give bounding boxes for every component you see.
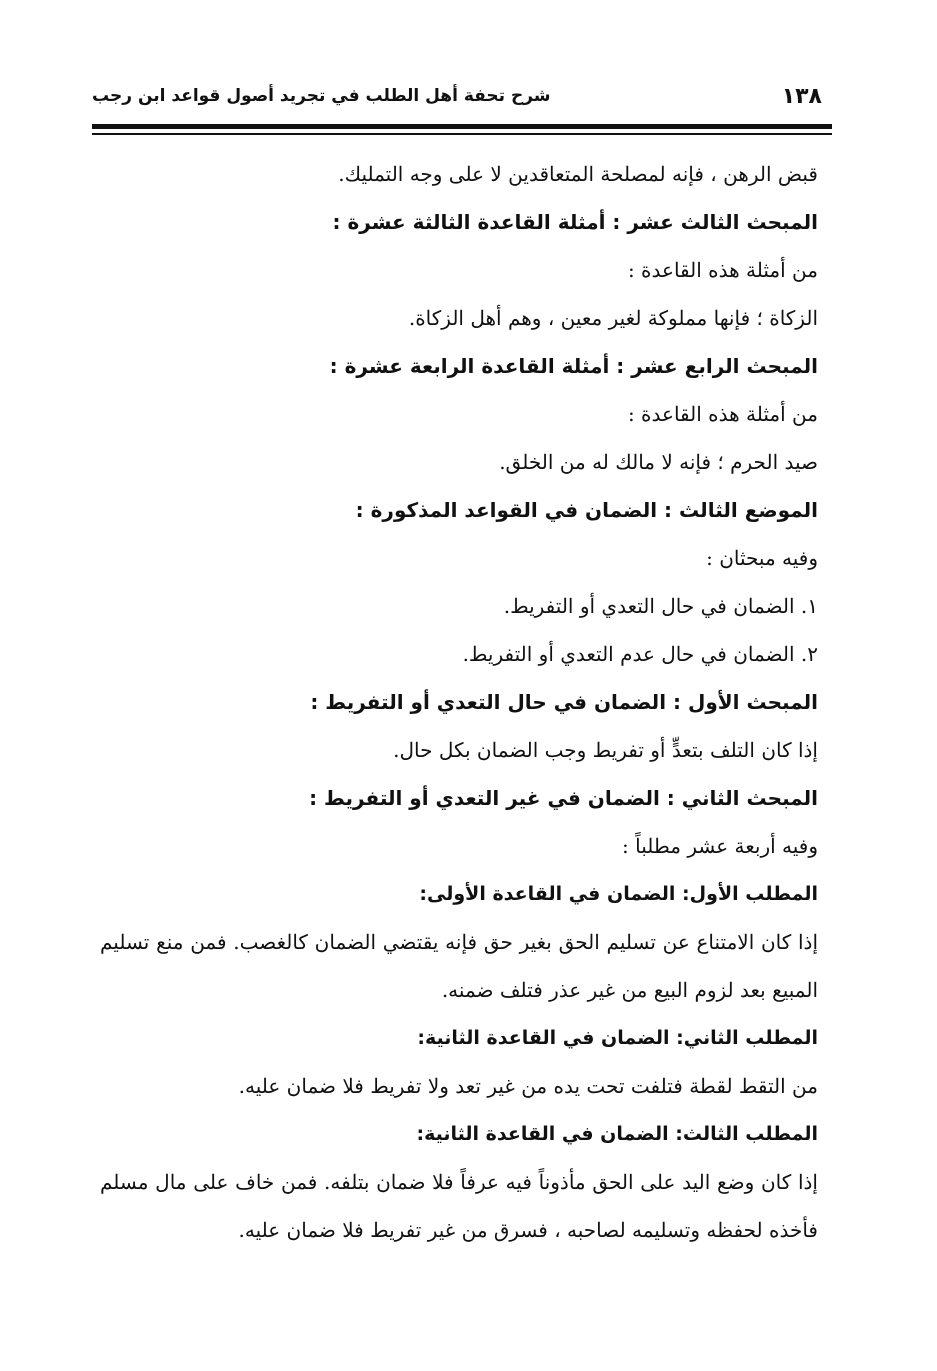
list-item: ١. الضمان في حال التعدي أو التفريط. xyxy=(503,594,818,618)
section-heading: المبحث الثاني : الضمان في غير التعدي أو التفريط : xyxy=(309,786,818,810)
header-rule-thin xyxy=(92,133,832,135)
body-line: إذا كان التلف بتعدٍّ أو تفريط وجب الضمان بكل حال. xyxy=(393,738,818,762)
body-line: من التقط لقطة فتلفت تحت يده من غير تعد ولا تفريط فلا ضمان عليه. xyxy=(238,1074,818,1098)
running-title: شرح تحفة أهل الطلب في تجريد أصول قواعد ابن رجب xyxy=(92,86,551,106)
list-item: ٢. الضمان في حال عدم التعدي أو التفريط. xyxy=(462,642,818,666)
page-body xyxy=(100,150,818,1254)
subsection-heading: المطلب الأول: الضمان في القاعدة الأولى: xyxy=(419,883,818,905)
body-paragraph: إذا كان الامتناع عن تسليم الحق بغير حق فإنه يقتضي الضمان كالغصب. فمن منع تسليم المبيع بعد لزوم البيع من غير عذر فتلف ضمنه. xyxy=(100,930,818,1002)
body-line: صيد الحرم ؛ فإنه لا مالك له من الخلق. xyxy=(499,450,818,474)
section-heading: المبحث الأول : الضمان في حال التعدي أو التفريط : xyxy=(310,690,818,714)
body-line: من أمثلة هذه القاعدة : xyxy=(627,402,818,426)
body-paragraph: إذا كان وضع اليد على الحق مأذوناً فيه عرفاً فلا ضمان بتلفه. فمن خاف على مال مسلم فأخذه لحفظه وتسليمه لصاحبه ، فسرق من غير تفريط فلا ضمان عليه. xyxy=(100,1170,818,1242)
page-header xyxy=(92,84,830,118)
body-line: وفيه أربعة عشر مطلباً : xyxy=(622,834,818,858)
section-heading: المبحث الرابع عشر : أمثلة القاعدة الرابعة عشرة : xyxy=(329,354,818,378)
section-heading: المبحث الثالث عشر : أمثلة القاعدة الثالثة عشرة : xyxy=(332,210,818,234)
body-line: قبض الرهن ، فإنه لمصلحة المتعاقدين لا على وجه التمليك. xyxy=(338,162,818,186)
body-line: وفيه مبحثان : xyxy=(706,546,818,570)
subsection-heading: المطلب الثاني: الضمان في القاعدة الثانية: xyxy=(417,1027,818,1049)
header-rule-thick xyxy=(92,124,832,129)
section-heading: الموضع الثالث : الضمان في القواعد المذكورة : xyxy=(355,498,818,522)
page-number: ١٣٨ xyxy=(781,84,822,109)
subsection-heading: المطلب الثالث: الضمان في القاعدة الثانية: xyxy=(416,1123,818,1145)
body-line: الزكاة ؛ فإنها مملوكة لغير معين ، وهم أهل الزكاة. xyxy=(408,306,818,330)
body-line: من أمثلة هذه القاعدة : xyxy=(627,258,818,282)
